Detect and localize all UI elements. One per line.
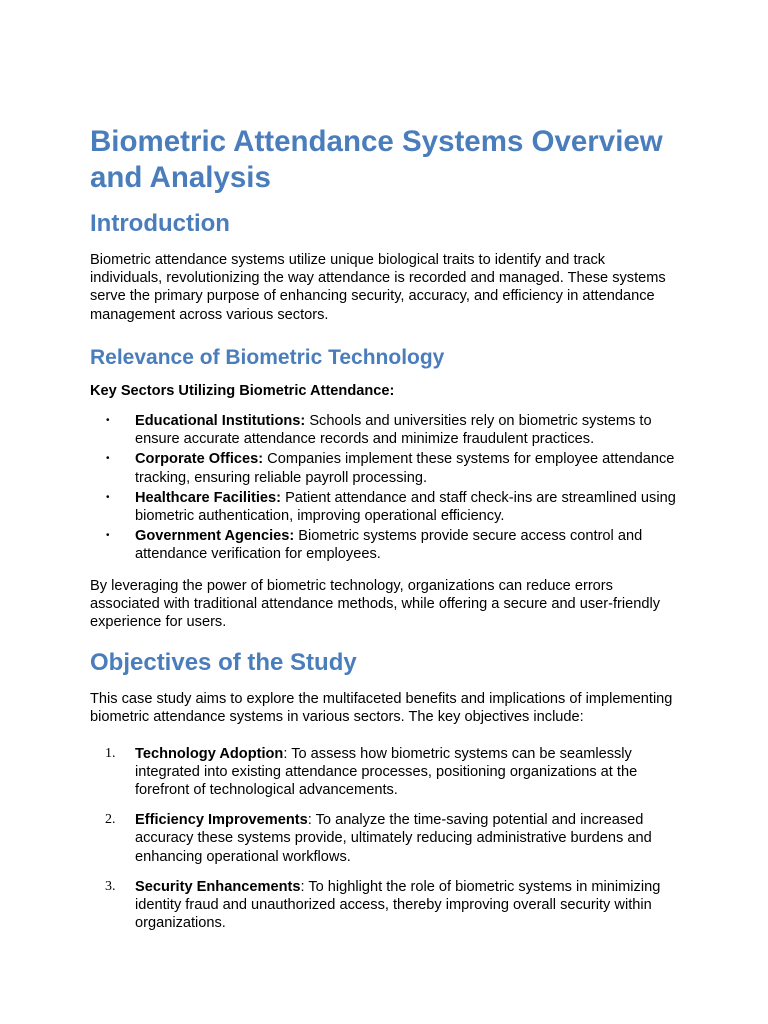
objective-item-security-enhancements: [90, 878, 678, 933]
introduction-heading: Introduction: [90, 210, 230, 237]
sector-item-healthcare: [90, 489, 678, 525]
bullet-icon: •: [106, 530, 110, 542]
sector-item-educational: [90, 412, 678, 448]
key-sectors-label: Key Sectors Utilizing Biometric Attendance:: [90, 382, 395, 399]
objective-label: Efficiency Improvements: [135, 812, 308, 829]
objective-number: 1.: [105, 745, 116, 761]
sector-text: Biometric systems provide secure access control and attendance verification for employees.: [135, 528, 643, 563]
sector-text: Companies implement these systems for employee attendance tracking, ensuring reliable payroll processing.: [135, 451, 675, 486]
objectives-heading: Objectives of the Study: [90, 649, 357, 677]
relevance-closing-paragraph: By leveraging the power of biometric technology, organizations can reduce errors associated with traditional attendance methods, while offering a secure and user-friendly experience for users.: [90, 577, 661, 631]
sector-label: Government Agencies:: [135, 528, 295, 545]
objective-label: Security Enhancements: [135, 878, 301, 895]
objective-item-technology-adoption: [90, 745, 678, 800]
objective-label: Technology Adoption: [135, 745, 284, 762]
objective-text: : To assess how biometric systems can be seamlessly integrated into existing attendance processes, positioning organizations at the forefront of technological advancements.: [135, 745, 638, 799]
objectives-intro-paragraph: This case study aims to explore the multifaceted benefits and implications of implementing biometric attendance systems in various sectors. The key objectives include:: [90, 691, 673, 726]
objective-text: : To highlight the role of biometric systems in minimizing identity fraud and unauthorized access, thereby improving overall security within organizations.: [135, 878, 661, 932]
bullet-icon: •: [106, 491, 110, 503]
objective-item-efficiency-improvements: [90, 811, 678, 866]
document-title: Biometric Attendance Systems Overview and Analysis: [90, 125, 663, 194]
sector-label: Educational Institutions:: [135, 413, 306, 430]
bullet-icon: •: [106, 415, 110, 427]
objective-text: : To analyze the time-saving potential and increased accuracy these systems provide, ultimately reducing administrative burdens and enhancing operational workflows.: [135, 812, 652, 865]
sector-item-government: [90, 527, 678, 563]
objectives-list: [90, 745, 678, 933]
objective-number: 3.: [105, 878, 116, 894]
sector-text: Patient attendance and staff check-ins are streamlined using biometric authentication, improving operational efficiency.: [135, 489, 676, 525]
sector-label: Healthcare Facilities:: [135, 489, 282, 506]
sectors-list: [90, 412, 678, 564]
bullet-icon: •: [106, 453, 110, 465]
objective-number: 2.: [105, 812, 116, 828]
relevance-heading: Relevance of Biometric Technology: [90, 345, 445, 369]
introduction-paragraph: Biometric attendance systems utilize unique biological traits to identify and track individuals, revolutionizing the way attendance is recorded and managed. These systems serve the primary purpose of enhancing security, accuracy, and efficiency in attendance management across various sectors.: [90, 252, 666, 323]
sector-text: Schools and universities rely on biometric systems to ensure accurate attendance records and minimize fraudulent practices.: [135, 413, 652, 448]
sector-label: Corporate Offices:: [135, 451, 264, 468]
sector-item-corporate: [90, 450, 678, 486]
